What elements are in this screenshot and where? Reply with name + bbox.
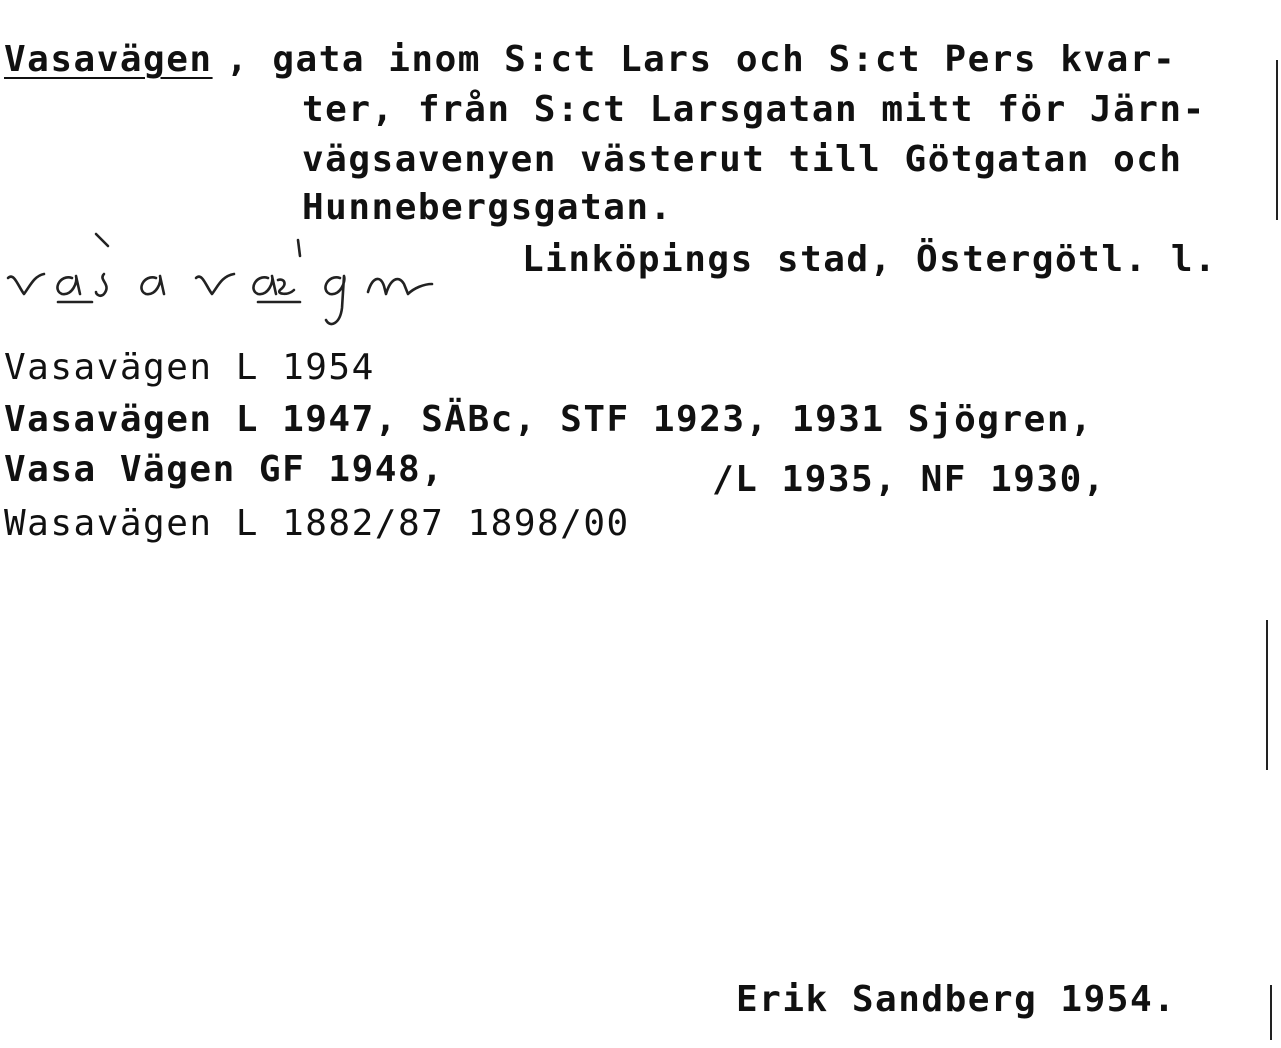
- entry-line-2: ter, från S:ct Larsgatan mitt för Järn-: [302, 89, 1206, 130]
- handwritten-pronunciation: [0, 228, 470, 338]
- source-line-4: Wasavägen L 1882/87 1898/00: [4, 503, 630, 544]
- card-edge-mark-top: [1276, 60, 1278, 220]
- source-line-2: Vasavägen L 1947, SÄBc, STF 1923, 1931 Sjögren,: [4, 399, 1094, 440]
- place-line: Linköpings stad, Östergötl. l.: [522, 239, 1218, 280]
- entry-line-1: , gata inom S:ct Lars och S:ct Pers kvar-: [226, 39, 1177, 80]
- signature: Erik Sandberg 1954.: [736, 979, 1177, 1020]
- card-edge-mark-bottom: [1270, 985, 1272, 1040]
- headword: Vasavägen: [4, 39, 213, 80]
- source-line-3b: /L 1935, NF 1930,: [712, 459, 1106, 500]
- card-edge-mark-middle: [1266, 620, 1268, 770]
- source-line-1: Vasavägen L 1954: [4, 347, 375, 388]
- entry-line-3: vägsavenyen västerut till Götgatan och: [302, 139, 1183, 180]
- source-line-3: Vasa Vägen GF 1948,: [4, 449, 445, 490]
- entry-line-4: Hunnebergsgatan.: [302, 187, 673, 228]
